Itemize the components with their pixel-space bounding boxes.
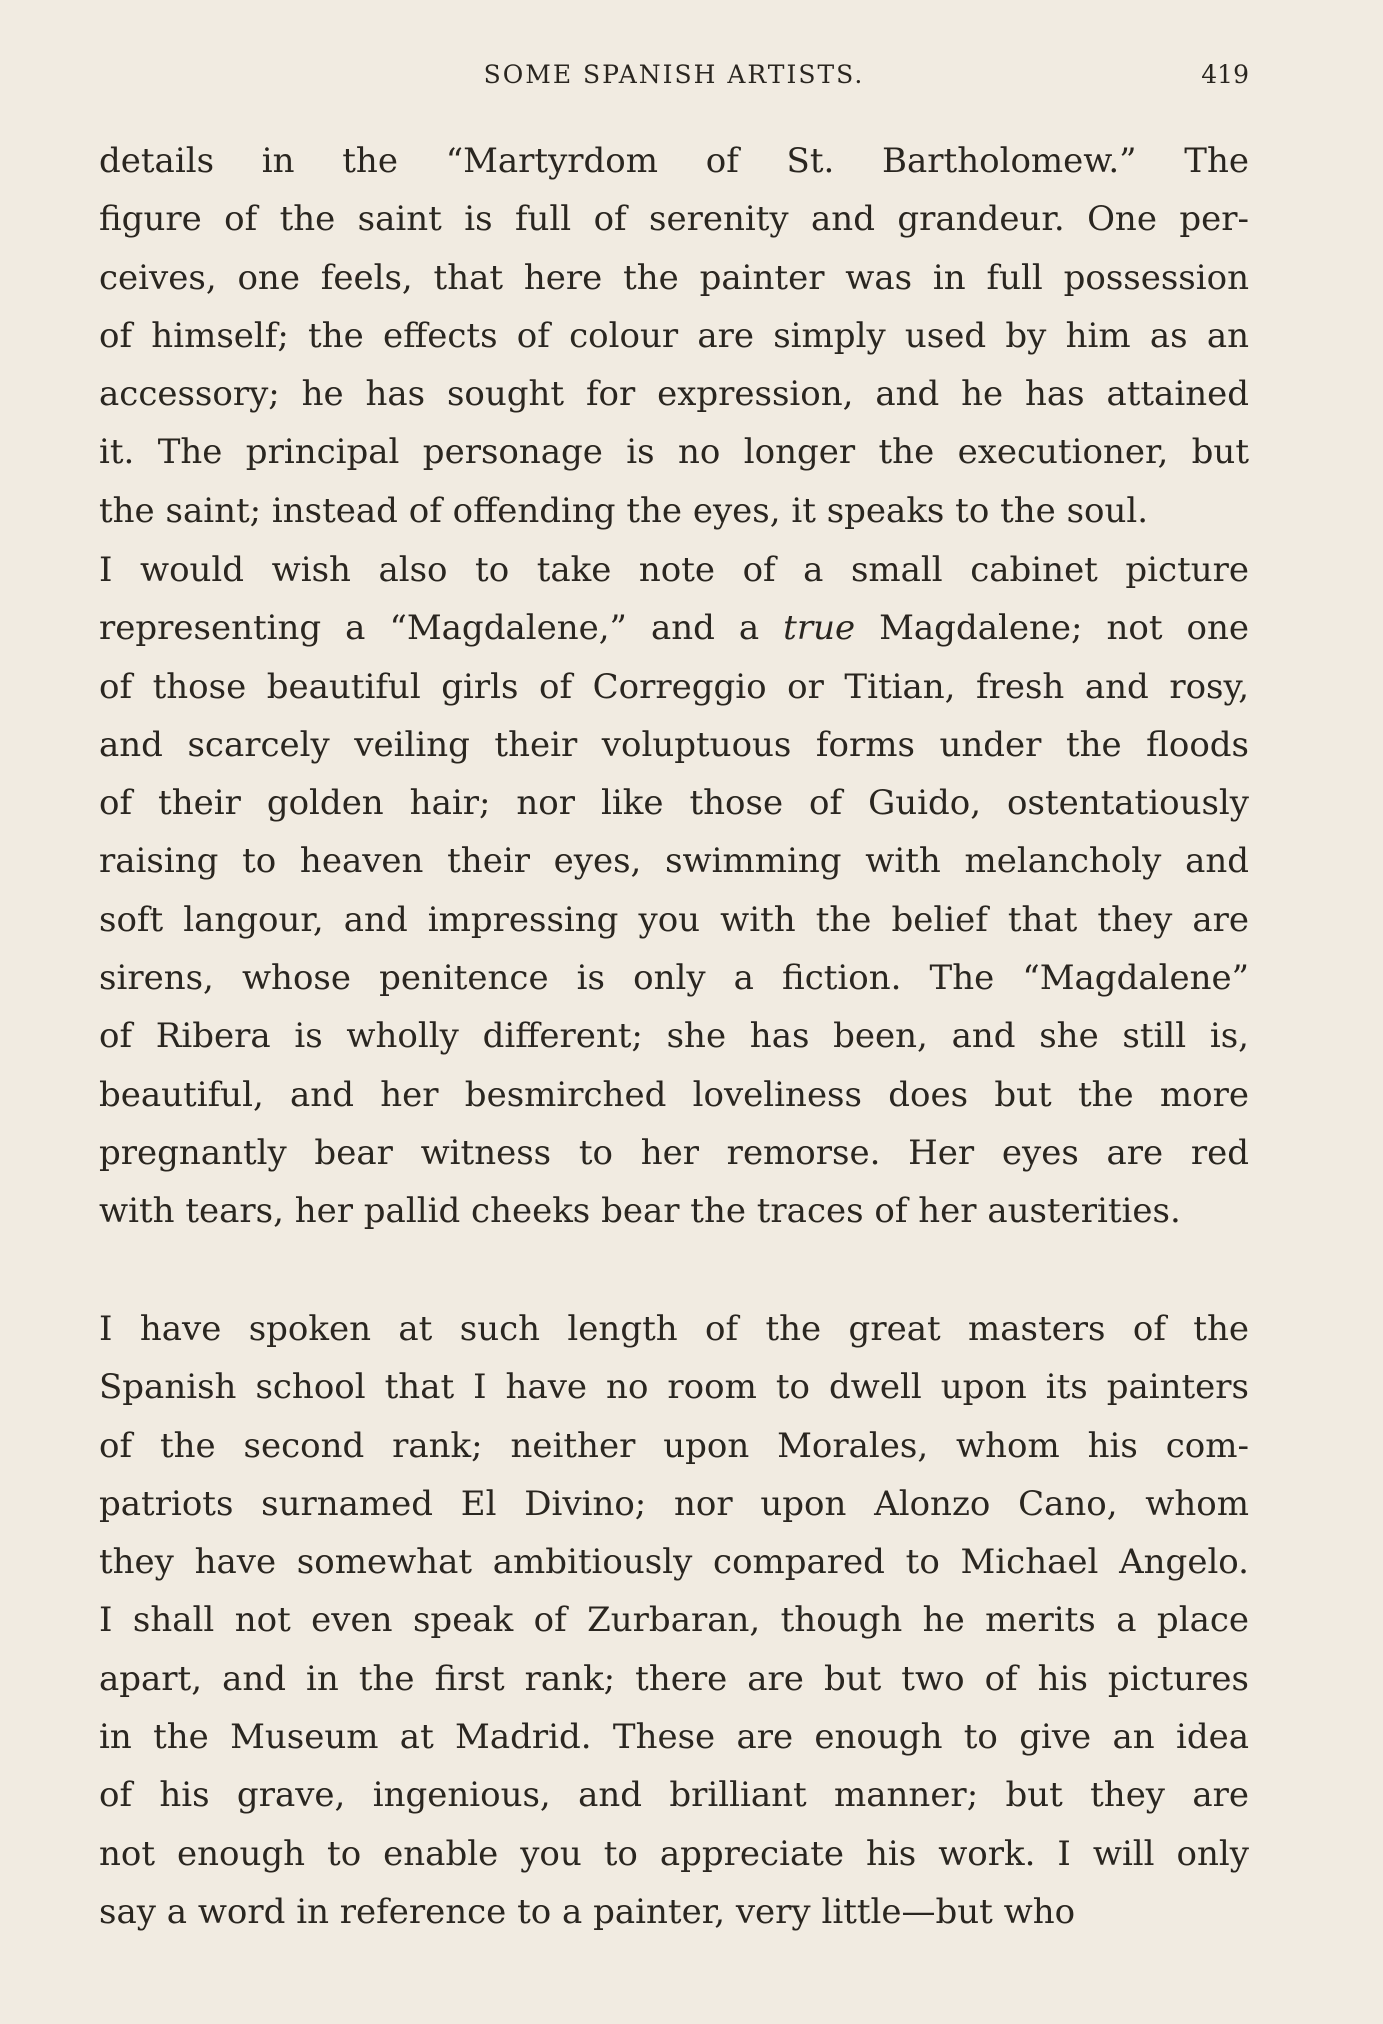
text-line: pregnantly bear witness to her remorse. Her eyes are red (99, 1132, 1249, 1173)
text-line: say a word in reference to a painter, very little—but who (99, 1891, 1076, 1932)
text-line: of those beautiful girls of Correggio or Titian, fresh and rosy, (99, 666, 1249, 707)
text-line: accessory; he has sought for expression, and he has attained (99, 374, 1249, 415)
text-line: apart, and in the first rank; there are but two of his pictures (99, 1658, 1249, 1699)
text-line: Spanish school that I have no room to dwell upon its painters (99, 1367, 1249, 1408)
text-segment: Magdalene; not one (855, 608, 1249, 649)
text-line: figure of the saint is full of serenity and grandeur. One per- (99, 199, 1249, 240)
text-line: of the second rank; neither upon Morales, whom his com- (99, 1425, 1249, 1466)
text-line: details in the “Martyrdom of St. Bartholomew.” The (99, 141, 1249, 181)
emphasis-true: true (783, 608, 856, 649)
text-line: it. The principal personage is no longer the executioner, but (99, 432, 1249, 473)
running-head (99, 56, 1249, 96)
text-line: and scarcely veiling their voluptuous forms under the floods (99, 724, 1249, 765)
text-line: patriots surnamed El Divino; nor upon Alonzo Cano, whom (99, 1483, 1249, 1524)
text-line-with-emphasis (99, 599, 1249, 657)
text-line: not enough to enable you to appreciate his work. I will only (99, 1833, 1249, 1874)
text-line: sirens, whose penitence is only a fiction. The “Magdalene” (99, 958, 1249, 999)
paragraph-2 (99, 541, 1249, 1241)
text-line: of their golden hair; nor like those of Guido, ostentatiously (99, 783, 1249, 824)
text-line: with tears, her pallid cheeks bear the traces of her austerities. (99, 1191, 1181, 1232)
text-line: I would wish also to take note of a small cabinet picture (99, 550, 1249, 590)
text-line: beautiful, and her besmirched loveliness does but the more (99, 1074, 1249, 1115)
paragraph-1 (99, 132, 1249, 540)
paragraph-3 (99, 1300, 1249, 1941)
text-line: soft langour, and impressing you with the belief that they are (99, 899, 1249, 940)
text-line: of Ribera is wholly different; she has been, and she still is, (99, 1016, 1249, 1057)
text-segment: representing a “Magdalene,” and a (99, 608, 784, 649)
text-line: of himself; the effects of colour are simply used by him as an (99, 315, 1249, 356)
running-title: SOME SPANISH ARTISTS. (483, 60, 865, 89)
page-number: 419 (1201, 60, 1249, 89)
text-line: I shall not even speak of Zurbaran, though he merits a place (99, 1600, 1249, 1641)
text-line: raising to heaven their eyes, swimming with melancholy and (99, 841, 1249, 882)
text-line: they have somewhat ambitiously compared to Michael Angelo. (99, 1542, 1249, 1583)
text-line: I have spoken at such length of the great masters of the (99, 1309, 1249, 1349)
text-line: ceives, one feels, that here the painter was in full possession (99, 257, 1249, 298)
text-line: of his grave, ingenious, and brilliant manner; but they are (99, 1775, 1249, 1816)
text-line: in the Museum at Madrid. These are enough to give an idea (99, 1717, 1249, 1758)
text-line: the saint; instead of offending the eyes, it speaks to the soul. (99, 490, 1149, 531)
